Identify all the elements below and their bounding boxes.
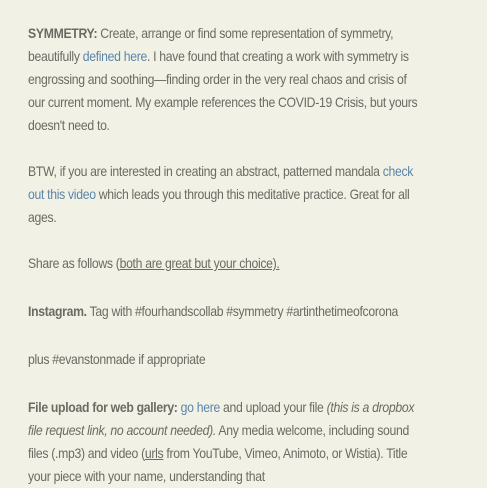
plus-tags: plus #evanstonmade if appropriate	[28, 352, 206, 367]
btw-text-1: BTW, if you are interested in creating an abstract, patterned mandala	[28, 164, 383, 179]
symmetry-heading: SYMMETRY:	[28, 26, 98, 41]
share-text: Share as follows (	[28, 256, 120, 271]
upload-text-1: and upload your file	[219, 400, 327, 415]
upload-text-2: Any media welcome, including sound files (.mp3) and video (	[28, 423, 409, 461]
go-here-link[interactable]: go here	[180, 400, 220, 415]
instagram-tags: Tag with #fourhandscollab #symmetry #artinthetimeofcorona	[86, 304, 399, 319]
share-paragraph	[28, 252, 424, 275]
instagram-paragraph	[28, 300, 424, 323]
share-choice-link[interactable]: both are great but your choice).	[119, 256, 280, 271]
upload-label: File upload for web gallery:	[28, 400, 178, 415]
btw-paragraph	[28, 160, 424, 229]
defined-here-link[interactable]: defined here	[82, 49, 147, 64]
upload-text-3: from YouTube, Vimeo, Animoto, or Wistia). Title your piece with your name, understanding that	[28, 446, 408, 484]
btw-text-2: which leads you through this meditative practice. Great for all ages.	[28, 187, 410, 225]
symmetry-text-1: Create, arrange or find some representation of symmetry, beautifully	[28, 26, 394, 64]
upload-paragraph	[28, 396, 424, 488]
urls-link[interactable]: urls	[144, 446, 164, 461]
article-body	[28, 22, 424, 488]
instagram-label: Instagram.	[28, 304, 87, 319]
video-link[interactable]: check out this video	[28, 164, 414, 202]
symmetry-paragraph	[28, 22, 424, 137]
symmetry-text-2: . I have found that creating a work with symmetry is engrossing and soothing—finding order in the very real chaos and crisis of our current moment. My example references the COVID-19 Crisis, but yours doesn't need to.	[28, 49, 418, 133]
upload-italic-note: (this is a dropbox file request link, no account needed).	[28, 400, 415, 438]
plus-paragraph	[28, 348, 424, 371]
